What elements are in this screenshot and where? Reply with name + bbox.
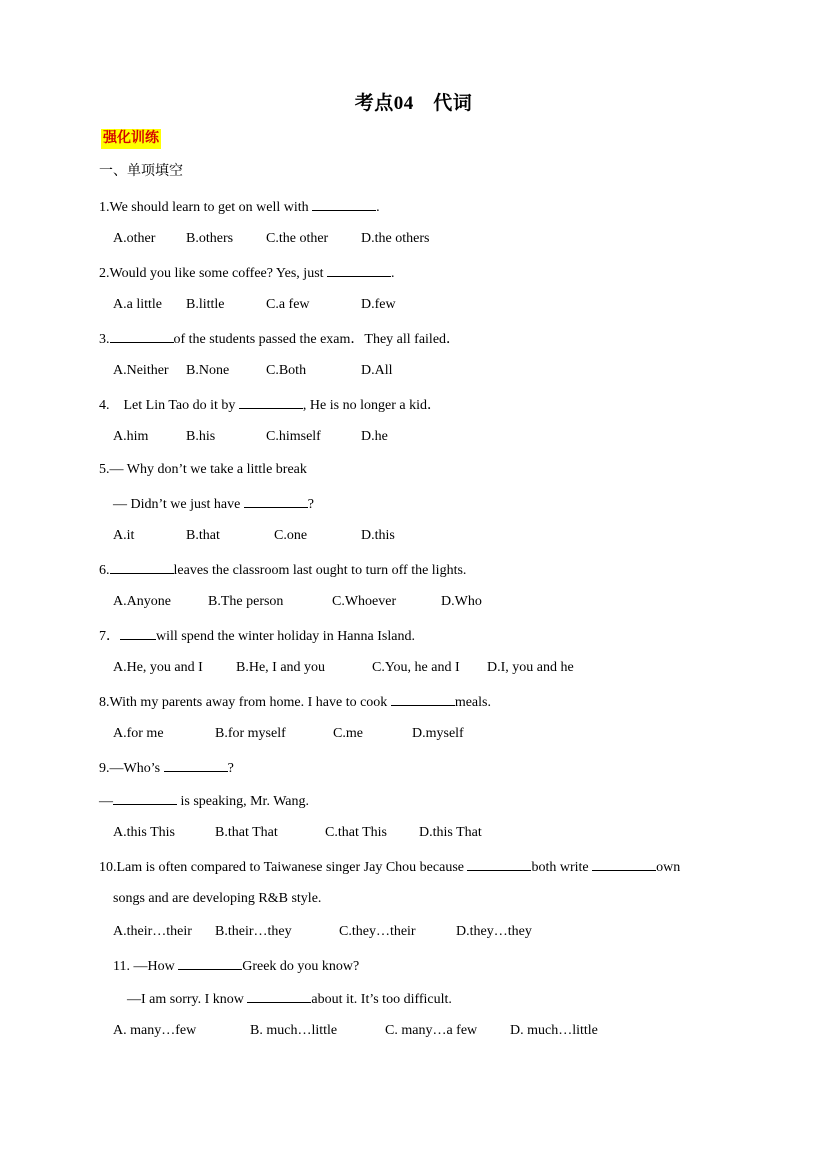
question-10-stem [99, 856, 680, 878]
option-a: A. many…few [113, 1023, 197, 1038]
option-b: B.his [186, 429, 216, 444]
answer-blank [247, 988, 311, 1003]
stem-text: , He is no longer a kid． [302, 398, 441, 413]
option-d: D.they…they [456, 924, 532, 939]
option-c: C.You, he and I [372, 660, 460, 675]
option-a: A.him [113, 429, 149, 444]
answer-blank [164, 757, 228, 772]
stem-text: . [391, 266, 395, 281]
stem-text: —I am sorry. I know [127, 992, 248, 1007]
answer-blank [110, 559, 174, 574]
option-c: C.himself [266, 429, 321, 444]
stem-text: 11. —How [113, 959, 179, 974]
answer-blank [244, 493, 308, 508]
section-heading: 一、单项填空 [99, 164, 183, 179]
option-a: A.this This [113, 825, 175, 840]
stem-text: — Didn’t we just have [113, 497, 244, 512]
answer-blank [113, 790, 177, 805]
option-d: D.myself [412, 726, 464, 741]
option-d: D.this That [419, 825, 482, 840]
option-c: C.Whoever [332, 594, 397, 609]
option-b: B.None [186, 363, 230, 378]
stem-text: — [99, 794, 113, 809]
stem-text: meals. [454, 695, 491, 710]
stem-text: 2.Would you like some coffee? Yes, just [99, 266, 328, 281]
option-b: B.The person [208, 594, 284, 609]
stem-text: 8.With my parents away from home. I have to cook [99, 695, 391, 710]
stem-text: 10.Lam is often compared to Taiwanese singer Jay Chou because [99, 860, 468, 875]
option-c: C. many…a few [385, 1023, 478, 1038]
option-c: C.that This [325, 825, 387, 840]
stem-text: is speaking, Mr. Wang. [177, 794, 309, 809]
option-b: B.for myself [215, 726, 286, 741]
page-title: 考点04 代词 [354, 93, 473, 114]
stem-text: 3. [99, 332, 110, 347]
question-5-stem-line-2 [113, 493, 314, 515]
option-a: A.a little [113, 297, 162, 312]
question-6-stem [99, 559, 466, 581]
question-9-stem-line-2 [99, 790, 309, 812]
answer-blank [592, 856, 656, 871]
option-d: D.this [361, 528, 395, 543]
option-a: A.their…their [113, 924, 192, 939]
stem-text: 1.We should learn to get on well with [99, 200, 313, 215]
stem-text: own [656, 860, 681, 875]
option-d: D.few [361, 297, 396, 312]
option-c: C.Both [266, 363, 307, 378]
question-8-stem [99, 691, 491, 713]
question-11-stem-line-2 [127, 988, 452, 1010]
stem-text: 5.— Why don’t we take a little break [99, 462, 307, 477]
option-c: C.they…their [339, 924, 416, 939]
stem-text: 4. Let Lin Tao do it by [99, 398, 239, 413]
option-a: A.for me [113, 726, 164, 741]
option-d: D.All [361, 363, 393, 378]
option-b: B.that That [215, 825, 278, 840]
stem-text: 7． [99, 629, 120, 644]
answer-blank [391, 691, 455, 706]
stem-text: of the students passed the exam．They all failed． [173, 332, 461, 347]
answer-blank [327, 262, 391, 277]
stem-text: Greek do you know? [242, 959, 360, 974]
question-7-stem [99, 625, 415, 647]
option-c: C.the other [266, 231, 329, 246]
stem-text: ? [227, 761, 234, 776]
option-c: C.me [333, 726, 363, 741]
option-a: A.He, you and I [113, 660, 203, 675]
option-d: D.the others [361, 231, 430, 246]
option-b: B.others [186, 231, 234, 246]
stem-text: ? [307, 497, 314, 512]
question-1-stem [99, 196, 380, 218]
question-10-stem-line-2 [113, 889, 321, 909]
section-badge: 强化训练 [101, 129, 161, 149]
stem-text: . [376, 200, 380, 215]
option-b: B.their…they [215, 924, 292, 939]
option-c: C.a few [266, 297, 310, 312]
stem-text: leaves the classroom last ought to turn off the lights. [173, 563, 467, 578]
option-d: D.I, you and he [487, 660, 574, 675]
question-11-stem [113, 955, 359, 977]
stem-text: about it. It’s too difficult. [311, 992, 452, 1007]
option-a: A.other [113, 231, 156, 246]
answer-blank [110, 328, 174, 343]
question-3-stem [99, 328, 460, 350]
answer-blank [467, 856, 531, 871]
option-d: D.Who [441, 594, 482, 609]
option-a: A.Neither [113, 363, 169, 378]
answer-blank [312, 196, 376, 211]
question-4-stem [99, 394, 441, 416]
question-5-stem [99, 460, 307, 480]
option-a: A.it [113, 528, 135, 543]
option-b: B.that [186, 528, 220, 543]
option-b: B.He, I and you [236, 660, 326, 675]
option-d: D.he [361, 429, 388, 444]
stem-text: will spend the winter holiday in Hanna Island. [156, 629, 415, 644]
answer-blank [239, 394, 303, 409]
option-d: D. much…little [510, 1023, 598, 1038]
stem-text: songs and are developing R&B style. [113, 891, 322, 906]
question-2-stem [99, 262, 395, 284]
stem-text: 6. [99, 563, 110, 578]
answer-blank [178, 955, 242, 970]
stem-text: 9.—Who’s [99, 761, 164, 776]
stem-text: both write [531, 860, 593, 875]
option-a: A.Anyone [113, 594, 171, 609]
question-9-stem [99, 757, 234, 779]
option-b: B. much…little [250, 1023, 338, 1038]
option-b: B.little [186, 297, 225, 312]
answer-blank [120, 625, 156, 640]
option-c: C.one [274, 528, 308, 543]
